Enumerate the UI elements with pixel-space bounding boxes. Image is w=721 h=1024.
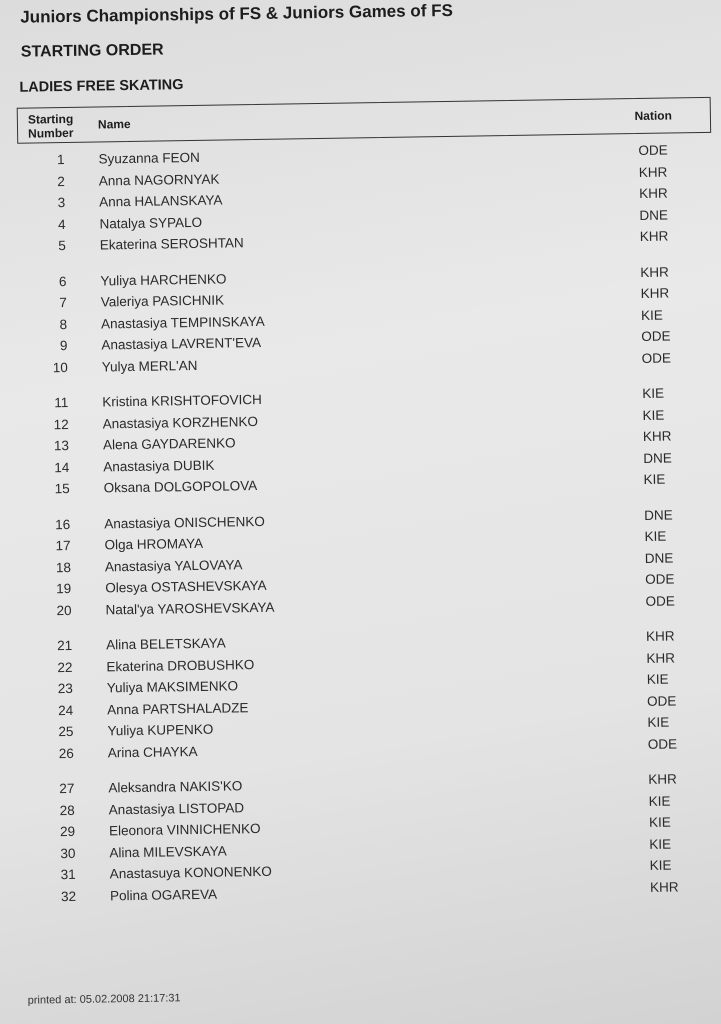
skater-name: Aleksandra NAKIS'KO: [108, 778, 243, 796]
nation-code: KHR: [638, 164, 668, 180]
nation-code: DNE: [639, 207, 669, 223]
nation-code: ODE: [645, 571, 675, 587]
starting-number: 6: [58, 273, 67, 289]
nation-code: KIE: [644, 528, 667, 544]
skater-name: Anastasiya KORZHENKO: [102, 413, 259, 431]
skater-name: Anastasiya YALOVAYA: [104, 556, 243, 574]
nation-code: DNE: [644, 506, 673, 523]
nation-code: KHR: [639, 185, 668, 201]
nation-code: KHR: [649, 878, 679, 895]
starting-number: 16: [55, 516, 71, 532]
skater-name: Kristina KRISHTOFOVICH: [102, 391, 262, 410]
nation-code: KHR: [640, 285, 670, 301]
nation-code: KIE: [647, 714, 670, 730]
starting-number: 17: [55, 537, 71, 554]
starting-number: 12: [53, 416, 69, 432]
skater-name: Anna NAGORNYAK: [98, 171, 220, 188]
nation-code: ODE: [641, 328, 671, 344]
starting-number: 32: [60, 888, 77, 904]
starting-number: 29: [59, 823, 76, 840]
skater-name: Anastasiya DUBIK: [103, 457, 215, 474]
nation-code: KIE: [649, 857, 672, 873]
nation-code: KIE: [643, 471, 666, 487]
event-title: LADIES FREE SKATING: [19, 77, 184, 96]
starting-number: 4: [57, 216, 66, 232]
starting-number: 28: [59, 802, 75, 818]
starting-number: 18: [55, 559, 72, 575]
nation-code: ODE: [641, 350, 672, 366]
skater-name: Alina MILEVSKAYA: [109, 843, 227, 860]
nation-code: ODE: [645, 592, 675, 609]
skater-name: Eleonora VINNICHENKO: [108, 821, 261, 839]
skater-name: Olga HROMAYA: [104, 535, 204, 553]
nation-code: KIE: [642, 407, 665, 423]
nation-code: KHR: [648, 771, 677, 787]
table-header: [17, 97, 711, 144]
nation-code: KIE: [640, 307, 663, 323]
skater-name: Anastasiya ONISCHENKO: [104, 513, 265, 531]
starting-number: 20: [56, 602, 72, 618]
nation-code: KIE: [646, 671, 669, 687]
skater-name: Anastasiya LISTOPAD: [108, 799, 245, 817]
nation-code: ODE: [638, 142, 668, 158]
skater-name: Natal'ya YAROSHEVSKAYA: [105, 599, 275, 617]
skater-name: Anastasiya TEMPINSKAYA: [100, 313, 265, 331]
skater-name: Yuliya MAKSIMENKO: [106, 678, 239, 696]
skater-name: Ekaterina SEROSHTAN: [99, 235, 244, 253]
skater-name: Anna PARTSHALADZE: [107, 699, 249, 717]
starting-number: 14: [54, 459, 70, 475]
starting-number: 25: [58, 723, 74, 740]
skater-name: Syuzanna FEON: [98, 149, 200, 167]
nation-code: KHR: [646, 649, 676, 666]
skater-name: Yulya MERL'AN: [101, 357, 198, 374]
starting-number: 10: [52, 359, 68, 375]
column-header-starting-number: Starting Number: [27, 111, 74, 141]
nation-code: KHR: [639, 228, 669, 244]
skater-name: Anastasiya LAVRENT'EVA: [101, 334, 262, 353]
skater-name: Yuliya KUPENKO: [107, 721, 214, 739]
skater-name: Valeriya PASICHNIK: [100, 292, 225, 310]
starting-number: 3: [57, 195, 66, 211]
starting-number: 2: [57, 173, 65, 189]
entries-list: [2, 139, 721, 908]
nation-code: KHR: [640, 264, 669, 280]
skater-name: Arina CHAYKA: [107, 743, 198, 760]
skater-name: Natalya SYPALO: [99, 214, 203, 231]
skater-name: Polina OGAREVA: [109, 886, 218, 903]
nation-code: DNE: [643, 450, 672, 466]
column-header-name: Name: [97, 116, 131, 132]
starting-number: 24: [58, 702, 74, 718]
starting-number: 19: [56, 580, 72, 597]
skater-name: Anastasuya KONONENKO: [109, 863, 272, 882]
skater-name: Alena GAYDARENKO: [102, 435, 236, 453]
printed-at-footer: printed at: 05.02.2008 21:17:31: [27, 992, 181, 1007]
skater-name: Alina BELETSKAYA: [106, 635, 226, 653]
nation-code: ODE: [646, 692, 677, 709]
starting-number: 11: [54, 394, 69, 411]
starting-number: 31: [60, 866, 76, 883]
starting-number: 22: [57, 659, 73, 675]
column-header-nation: Nation: [634, 108, 673, 124]
skater-name: Yuliya HARCHENKO: [100, 270, 227, 288]
nation-code: DNE: [644, 549, 674, 566]
skater-name: Olesya OSTASHEVSKAYA: [105, 577, 267, 596]
starting-number: 1: [56, 152, 65, 168]
starting-number: 21: [56, 637, 73, 654]
skater-name: Oksana DOLGOPOLOVA: [103, 478, 258, 496]
nation-code: KIE: [648, 793, 671, 809]
starting-number: 26: [58, 745, 74, 761]
starting-number: 9: [59, 337, 68, 354]
starting-number: 7: [59, 294, 67, 311]
starting-number: 23: [57, 680, 73, 697]
nation-code: KIE: [648, 814, 671, 830]
starting-number: 13: [53, 437, 70, 454]
nation-code: KHR: [642, 428, 672, 444]
starting-number: 30: [60, 845, 76, 861]
starting-number: 15: [54, 480, 70, 497]
starting-number: 8: [59, 316, 68, 332]
document-title: Juniors Championships of FS & Juniors Games of FS: [20, 0, 453, 27]
skater-name: Ekaterina DROBUSHKO: [106, 656, 255, 674]
nation-code: KIE: [642, 385, 665, 401]
nation-code: ODE: [647, 735, 678, 752]
starting-number: 27: [59, 780, 75, 797]
document-subtitle: STARTING ORDER: [20, 41, 164, 61]
nation-code: KHR: [645, 628, 675, 644]
nation-code: KIE: [649, 836, 672, 852]
skater-name: Anna HALANSKAYA: [99, 192, 223, 210]
starting-number: 5: [58, 237, 66, 254]
